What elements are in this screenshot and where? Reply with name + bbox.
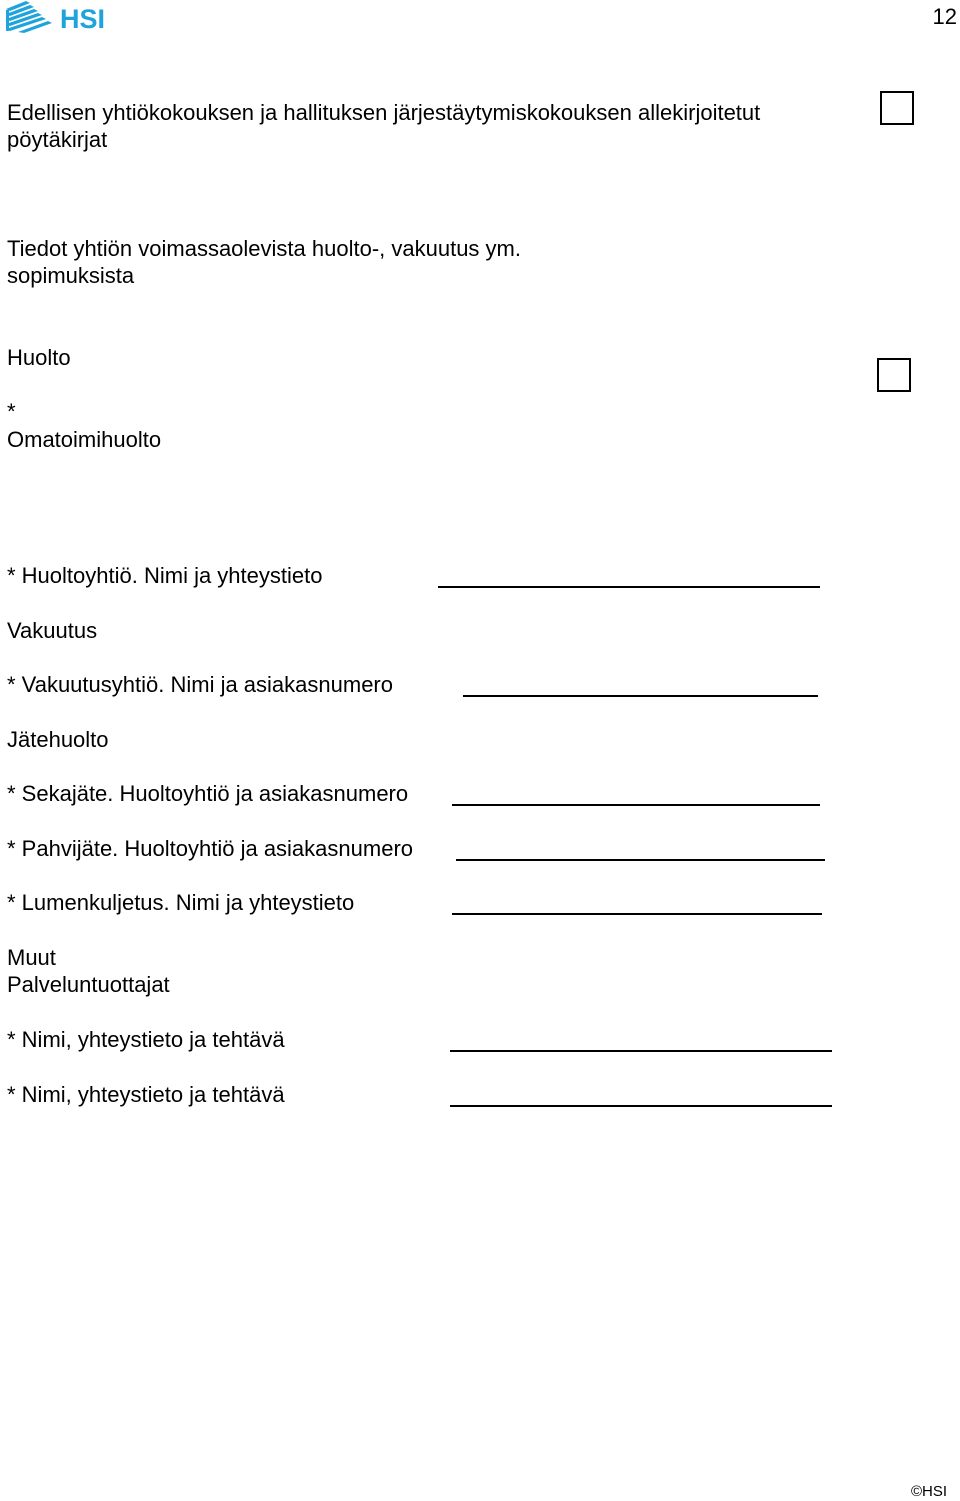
cardboard-waste-input-line[interactable] xyxy=(456,859,825,861)
maintenance-bullet: * xyxy=(7,399,16,424)
snow-removal-label: * Lumenkuljetus. Nimi ja yhteystieto xyxy=(7,890,355,915)
mixed-waste-label: * Sekajäte. Huoltoyhtiö ja asiakasnumero xyxy=(7,781,409,806)
contracts-label-line2: sopimuksista xyxy=(7,263,135,288)
minutes-checkbox[interactable] xyxy=(880,91,914,125)
mixed-waste-input-line[interactable] xyxy=(452,804,820,806)
snow-removal-input-line[interactable] xyxy=(452,913,822,915)
hsi-logo xyxy=(4,0,128,34)
minutes-label-line1: Edellisen yhtiökokouksen ja hallituksen järjestäytymiskokouksen allekirjoitetut xyxy=(7,100,761,125)
insurance-company-input-line[interactable] xyxy=(463,695,818,697)
self-maintenance-label: Omatoimihuolto xyxy=(7,427,162,452)
copyright-footer: ©HSI xyxy=(910,1483,947,1500)
other-providers-heading-line2: Palveluntuottajat xyxy=(7,972,170,997)
other-provider-2-label: * Nimi, yhteystieto ja tehtävä xyxy=(7,1082,285,1107)
waste-heading: Jätehuolto xyxy=(7,727,109,752)
page-number: 12 xyxy=(932,4,957,29)
maintenance-company-label: * Huoltoyhtiö. Nimi ja yhteystieto xyxy=(7,563,323,588)
other-provider-1-label: * Nimi, yhteystieto ja tehtävä xyxy=(7,1027,285,1052)
other-provider-2-input-line[interactable] xyxy=(450,1105,832,1107)
other-provider-1-input-line[interactable] xyxy=(450,1050,832,1052)
insurance-heading: Vakuutus xyxy=(7,618,98,643)
contracts-label-line1: Tiedot yhtiön voimassaolevista huolto-, vakuutus ym. xyxy=(7,236,521,261)
self-maintenance-checkbox[interactable] xyxy=(877,358,911,392)
cardboard-waste-label: * Pahvijäte. Huoltoyhtiö ja asiakasnumero xyxy=(7,836,414,861)
other-providers-heading-line1: Muut xyxy=(7,945,56,970)
maintenance-heading: Huolto xyxy=(7,345,71,370)
insurance-company-label: * Vakuutusyhtiö. Nimi ja asiakasnumero xyxy=(7,672,393,697)
maintenance-company-input-line[interactable] xyxy=(438,586,820,588)
minutes-label-line2: pöytäkirjat xyxy=(7,127,108,152)
logo-lettering: HSI xyxy=(60,4,106,34)
